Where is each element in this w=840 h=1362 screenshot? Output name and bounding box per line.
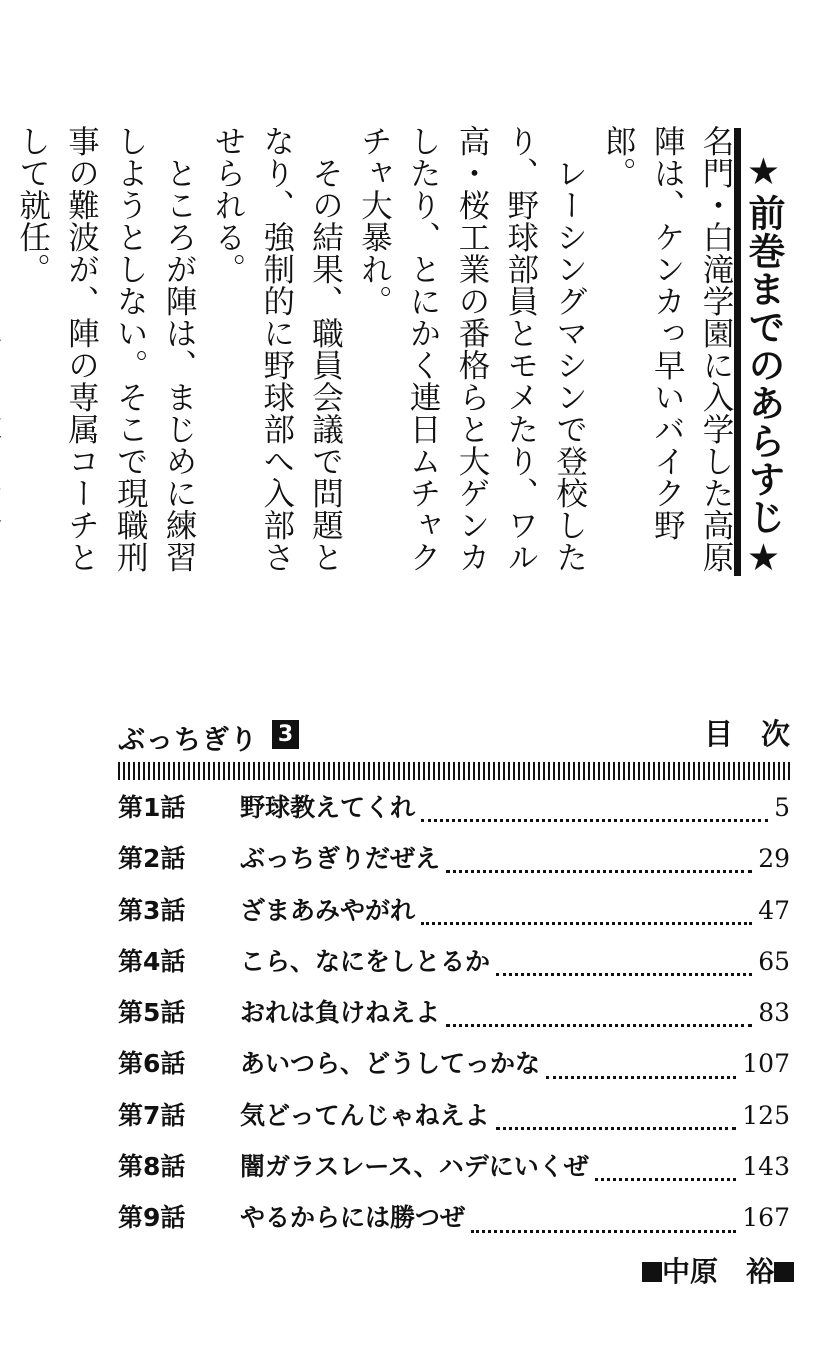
episode-title: ぶっちぎりだぜえ — [240, 844, 441, 874]
synopsis-paragraph — [0, 125, 8, 595]
synopsis-paragraph: 名門・白滝学園に入学した高原陣は、ケンカっ早いバイク野郎。 — [600, 125, 734, 573]
toc-entry-4[interactable] — [118, 942, 790, 993]
episode-page: 47 — [758, 895, 790, 925]
episode-number: 第8話 — [118, 1152, 186, 1182]
volume-badge: 3 — [272, 720, 299, 749]
dot-leader — [421, 922, 752, 925]
square-bullet-icon — [642, 1262, 662, 1282]
synopsis-text — [14, 125, 740, 595]
toc-header — [118, 712, 818, 760]
episode-number: 第7話 — [118, 1100, 186, 1130]
dot-leader — [421, 819, 768, 822]
synopsis-paragraph: その結果、職員会議で問題となり、強制的に野球部へ入部させられる。 — [209, 125, 344, 573]
toc-entry-2[interactable] — [118, 839, 790, 890]
toc-list — [118, 788, 790, 1250]
episode-number: 第5話 — [118, 998, 186, 1028]
episode-page: 143 — [742, 1152, 790, 1182]
tick-rule-divider — [118, 762, 790, 780]
dot-leader — [446, 870, 752, 873]
episode-page: 125 — [742, 1100, 790, 1130]
episode-number: 第4話 — [118, 946, 186, 976]
dot-leader — [471, 1230, 736, 1233]
toc-entry-6[interactable] — [118, 1044, 790, 1095]
toc-entry-1[interactable] — [118, 788, 790, 839]
synopsis-title: ★前巻までのあらすじ★ — [742, 150, 785, 580]
episode-title: おれは負けねえよ — [240, 998, 441, 1028]
episode-number: 第6話 — [118, 1049, 186, 1079]
synopsis-paragraph: レーシングマシンで登校したり、野球部員とモメたり、ワル高・桜工業の番格らと大ゲンカしたり、とにかく連日ムチャクチャ大暴れ。 — [356, 125, 588, 573]
episode-page: 167 — [742, 1203, 790, 1233]
episode-page: 83 — [758, 998, 790, 1028]
toc-entry-7[interactable] — [118, 1096, 790, 1147]
dot-leader — [446, 1024, 752, 1027]
dot-leader — [595, 1178, 737, 1181]
episode-number: 第9話 — [118, 1203, 186, 1233]
dot-leader — [496, 973, 752, 976]
toc-entry-9[interactable] — [118, 1198, 790, 1249]
dot-leader — [546, 1076, 736, 1079]
author-name: 中原 裕 — [661, 1255, 774, 1288]
toc-entry-8[interactable] — [118, 1147, 790, 1198]
series-title: ぶっちぎり — [118, 725, 258, 756]
episode-number: 第2話 — [118, 844, 186, 874]
episode-title: ざまあみやがれ — [240, 895, 416, 925]
square-bullet-icon — [774, 1262, 794, 1282]
episode-title: 闇ガラスレース、ハデにいくぜ — [240, 1152, 589, 1182]
episode-title: こら、なにをしとるか — [240, 946, 491, 976]
synopsis-paragraph: ところが陣は、まじめに練習しようとしない。そこで現職刑事の難波が、陣の専属コーチとして就任。 — [14, 125, 198, 573]
episode-page: 5 — [774, 793, 790, 822]
episode-number: 第1話 — [118, 793, 186, 822]
dot-leader — [496, 1127, 737, 1130]
toc-heading: 目次 — [703, 717, 818, 751]
episode-title: 野球教えてくれ — [240, 793, 416, 822]
toc-entry-3[interactable] — [118, 891, 790, 942]
episode-page: 29 — [758, 844, 790, 874]
episode-title: やるからには勝つぜ — [240, 1203, 466, 1233]
episode-page: 65 — [758, 946, 790, 976]
episode-title: あいつら、どうしてっかな — [240, 1049, 541, 1079]
episode-title: 気どってんじゃねえよ — [240, 1100, 490, 1130]
author-credit — [642, 1250, 794, 1290]
toc-entry-5[interactable] — [118, 993, 790, 1044]
episode-number: 第3話 — [118, 895, 186, 925]
episode-page: 107 — [742, 1049, 790, 1079]
